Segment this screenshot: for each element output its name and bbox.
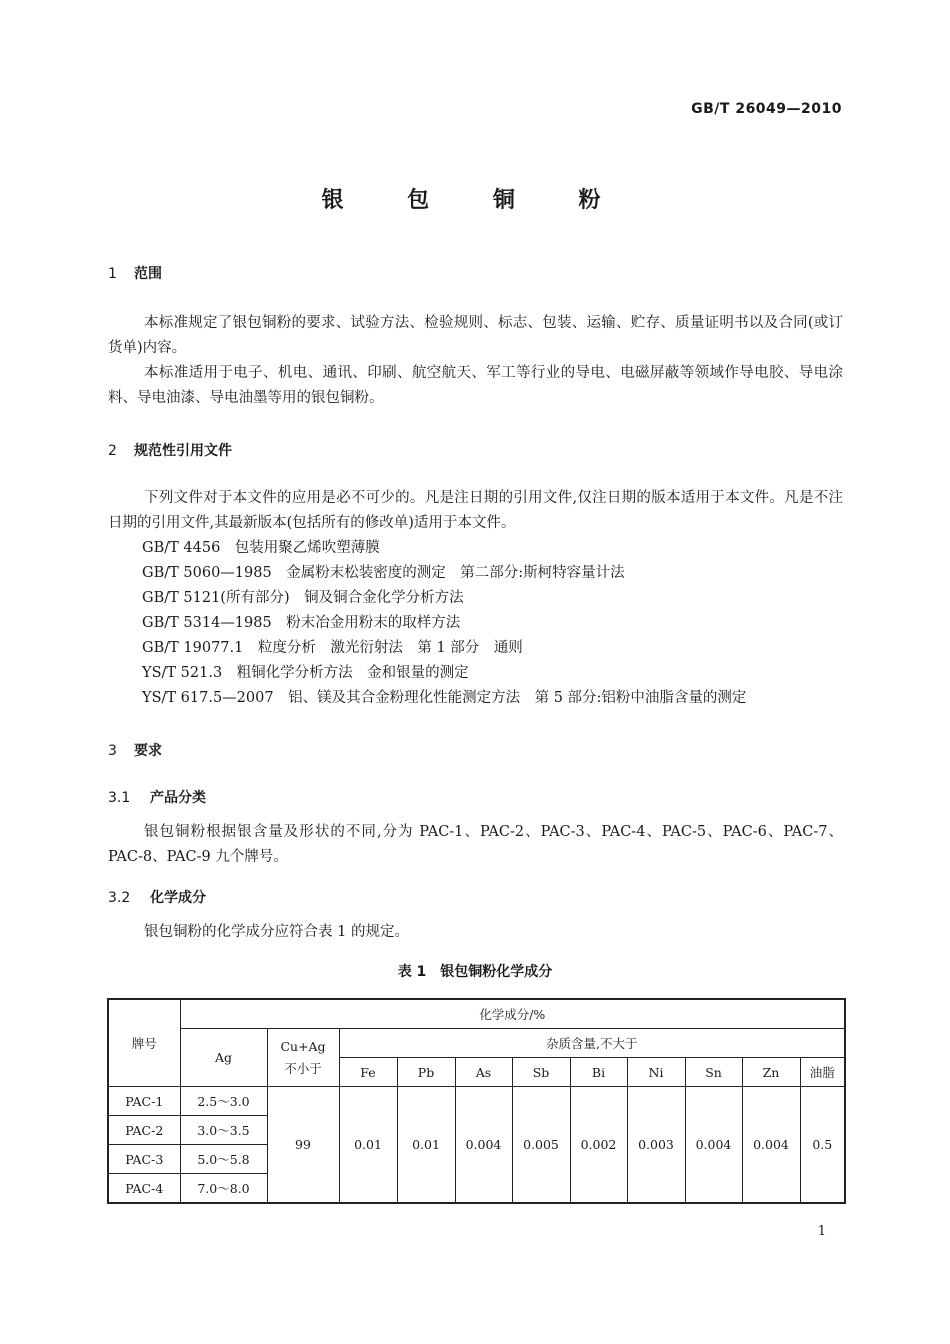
section-number: 2 bbox=[108, 443, 117, 459]
reference-item: GB/T 5314—1985 粉末冶金用粉末的取样方法 bbox=[142, 615, 461, 631]
header-element: Sb bbox=[512, 1058, 570, 1087]
section-1-paragraph-1: 本标准规定了银包铜粉的要求、试验方法、检验规则、标志、包装、运输、贮存、质量证明书以及合同(或订货单)内容。 bbox=[108, 315, 843, 356]
header-cu-ag-line-1: Cu+Ag bbox=[280, 1038, 326, 1054]
section-1-paragraph-2: 本标准适用于电子、机电、通讯、印刷、航空航天、军工等行业的导电、电磁屏蔽等领域作导电胶、导电涂料、导电油漆、导电油墨等用的银包铜粉。 bbox=[108, 365, 843, 406]
ag-cell: 7.0～8.0 bbox=[180, 1174, 267, 1204]
header-element: Ni bbox=[627, 1058, 685, 1087]
document-title: 银 包 铜 粉 bbox=[321, 188, 629, 213]
table-header-row bbox=[108, 999, 845, 1029]
section-3-1-heading bbox=[108, 787, 206, 807]
impurity-cell: 0.004 bbox=[742, 1087, 800, 1204]
section-number: 3.2 bbox=[108, 890, 131, 906]
chemical-composition-table bbox=[107, 998, 846, 1204]
table-row bbox=[108, 1087, 845, 1116]
impurity-cell: 0.002 bbox=[570, 1087, 627, 1204]
section-number: 3.1 bbox=[108, 790, 131, 806]
section-number: 1 bbox=[108, 266, 117, 282]
section-2-paragraph-1: 下列文件对于本文件的应用是必不可少的。凡是注日期的引用文件,仅注日期的版本适用于本文件。凡是不注日期的引用文件,其最新版本(包括所有的修改单)适用于本文件。 bbox=[108, 490, 843, 531]
header-element: 油脂 bbox=[800, 1058, 845, 1087]
grade-cell: PAC-3 bbox=[108, 1145, 180, 1174]
header-cu-ag-line-2: 不小于 bbox=[284, 1060, 322, 1076]
header-element: As bbox=[455, 1058, 512, 1087]
section-3-1-paragraph: 银包铜粉根据银含量及形状的不同,分为 PAC-1、PAC-2、PAC-3、PAC-4、PAC-5、PAC-6、PAC-7、PAC-8、PAC-9 九个牌号。 bbox=[108, 824, 843, 865]
section-2-heading bbox=[108, 440, 232, 460]
header-element: Pb bbox=[397, 1058, 455, 1087]
header-element: Sn bbox=[685, 1058, 742, 1087]
header-element: Fe bbox=[339, 1058, 397, 1087]
section-number: 3 bbox=[108, 743, 117, 759]
section-title: 规范性引用文件 bbox=[134, 443, 232, 459]
header-ag: Ag bbox=[180, 1029, 267, 1087]
reference-item: YS/T 521.3 粗铜化学分析方法 金和银量的测定 bbox=[142, 665, 469, 681]
section-3-heading bbox=[108, 740, 162, 760]
reference-item: GB/T 5121(所有部分) 铜及铜合金化学分析方法 bbox=[142, 590, 464, 606]
section-title: 化学成分 bbox=[150, 890, 206, 906]
cu-ag-min-cell: 99 bbox=[267, 1087, 339, 1204]
impurity-cell: 0.01 bbox=[339, 1087, 397, 1204]
header-cu-ag bbox=[267, 1029, 339, 1087]
reference-item: GB/T 4456 包装用聚乙烯吹塑薄膜 bbox=[142, 540, 380, 556]
section-1-heading bbox=[108, 263, 162, 283]
grade-cell: PAC-4 bbox=[108, 1174, 180, 1204]
table-caption: 表 1 银包铜粉化学成分 bbox=[397, 964, 553, 980]
header-chemical-composition: 化学成分/% bbox=[180, 999, 845, 1029]
impurity-cell: 0.004 bbox=[685, 1087, 742, 1204]
ag-cell: 2.5～3.0 bbox=[180, 1087, 267, 1116]
section-title: 产品分类 bbox=[150, 790, 206, 806]
ag-cell: 5.0～5.8 bbox=[180, 1145, 267, 1174]
header-grade: 牌号 bbox=[108, 999, 180, 1087]
section-3-2-heading bbox=[108, 887, 206, 907]
reference-item: YS/T 617.5—2007 铝、镁及其合金粉理化性能测定方法 第 5 部分:铝粉中油脂含量的测定 bbox=[142, 690, 747, 706]
impurity-cell: 0.003 bbox=[627, 1087, 685, 1204]
page-number: 1 bbox=[817, 1224, 826, 1239]
section-3-2-paragraph: 银包铜粉的化学成分应符合表 1 的规定。 bbox=[144, 924, 409, 940]
standard-number: GB/T 26049—2010 bbox=[691, 101, 842, 117]
impurity-cell: 0.004 bbox=[455, 1087, 512, 1204]
table-header-row bbox=[108, 1029, 845, 1058]
reference-item: GB/T 19077.1 粒度分析 激光衍射法 第 1 部分 通则 bbox=[142, 640, 523, 656]
impurity-cell: 0.005 bbox=[512, 1087, 570, 1204]
header-element: Bi bbox=[570, 1058, 627, 1087]
header-impurities: 杂质含量,不大于 bbox=[339, 1029, 845, 1058]
section-title: 要求 bbox=[134, 743, 162, 759]
impurity-cell: 0.01 bbox=[397, 1087, 455, 1204]
grade-cell: PAC-1 bbox=[108, 1087, 180, 1116]
ag-cell: 3.0～3.5 bbox=[180, 1116, 267, 1145]
section-title: 范围 bbox=[134, 266, 162, 282]
reference-item: GB/T 5060—1985 金属粉末松装密度的测定 第二部分:斯柯特容量计法 bbox=[142, 565, 625, 581]
header-element: Zn bbox=[742, 1058, 800, 1087]
grade-cell: PAC-2 bbox=[108, 1116, 180, 1145]
impurity-cell: 0.5 bbox=[800, 1087, 845, 1204]
